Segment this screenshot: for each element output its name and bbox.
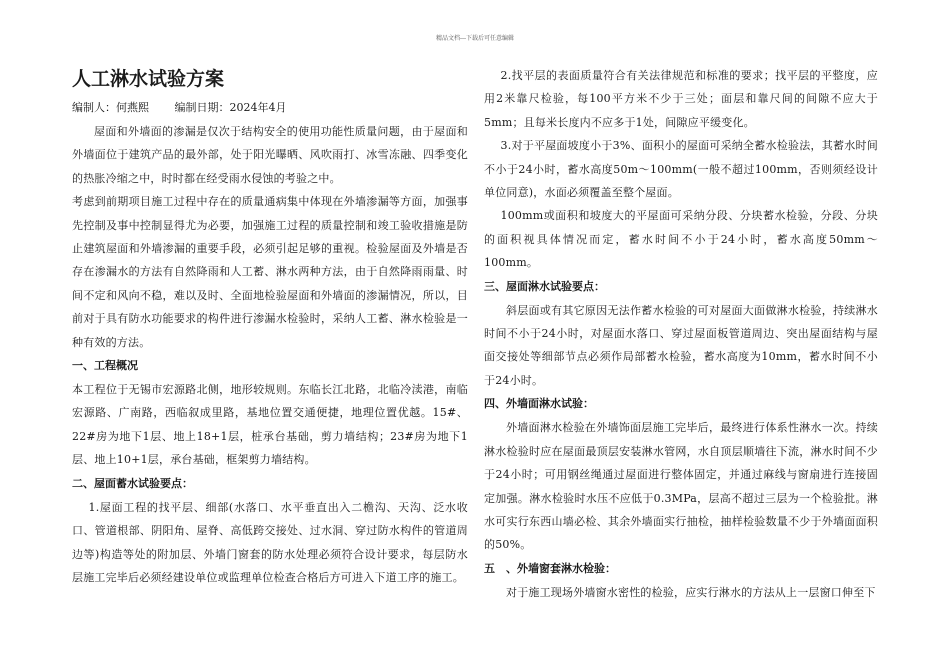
section-2-item-2: 2.找平层的表面质量符合有关法律规范和标准的要求；找平层的平整度，应用2米靠尺检验，每100平方米不少于三处；面层和靠尺间的间隙不应大于5mm；且每米长度内不应多于1处，间隙应平缓变化。 (484, 69, 878, 129)
section-1-heading: 一、工程概况 (72, 359, 138, 373)
section-2-heading: 二、屋面蓄水试验要点： (72, 476, 193, 490)
section-1-text: 本工程位于无锡市宏源路北侧，地形较规则。东临长江北路，北临冷渎港，南临宏源路、广南路，西临叙成里路，基地位置交通便捷，地理位置优越。15#、22#房为地下1层、地上18+1层，桩承台基础，剪力墙结构；23#房为地下1层、地上10+1层，承台基础，框架剪力墙结构。 (72, 383, 468, 467)
document-meta (72, 98, 468, 118)
section-3-heading: 三、屋面淋水试验要点： (484, 279, 605, 293)
page-header: 精品文档---下载后可任意编辑 (435, 35, 515, 42)
section-5-text: 对于施工现场外墙窗水密性的检验，应实行淋水的方法从上一层窗口伸至下 (506, 585, 876, 599)
left-column (72, 64, 468, 589)
date-label: 编制日期：2024年4月 (174, 101, 287, 114)
section-2-item-4: 100mm或面积和坡度大的平屋面可采纳分段、分块蓄水检验，分段、分块的面积视具体情况而定，蓄水时间不小于24小时，蓄水高度50mm～100mm。 (484, 209, 878, 270)
intro-paragraph-2: 考虑到前期项目施工过程中存在的质量通病集中体现在外墙渗漏等方面，加强事先控制及事中控制显得尤为必要，加强施工过程的质量控制和竣工验收措施是防止建筑屋面和外墙渗漏的重要手段，必须引起足够的重视。检验屋面及外墙是否存在渗漏水的方法有自然降雨和人工蓄、淋水两种方法，由于自然降雨雨量、时间不定和风向不稳，难以及时、全面地检验屋面和外墙面的渗漏情况，所以，目前对于具有防水功能要求的构件进行渗漏水检验时，采纳人工蓄、淋水检验是一种有效的方法。 (72, 195, 468, 349)
author-label: 编制人：何燕熙 (72, 101, 149, 114)
intro-paragraph-1: 屋面和外墙面的渗漏是仅次于结构安全的使用功能性质量问题，由于屋面和外墙面位于建筑产品的最外部，处于阳光曝晒、风吹雨打、冰雪冻融、四季变化的热胀冷缩之中，时时都在经受雨水侵蚀的考验之中。 (72, 125, 468, 185)
section-5-heading: 五 、外墙窗套淋水检验： (484, 561, 616, 575)
section-4-text: 外墙面淋水检验在外墙饰面层施工完毕后，最终进行体系性淋水一次。持续淋水检验时应在屋面最顶层安装淋水管网，水自顶层顺墙往下流，淋水时间不少于24小时；可用钢丝绳通过屋面进行整体固定，并通过麻线与窗扇进行连接固定加强。淋水检验时水压不应低于0.3MPa，层高不超过三层为一个检验批。淋水可实行东西山墙必检、其余外墙面实行抽检，抽样检验数量不少于外墙面面积的50%。 (484, 421, 878, 552)
section-2-item-1: 1.屋面工程的找平层、细部(水落口、水平垂直出入二檐沟、天沟、泛水收口、管道根部、阴阳角、屋脊、高低跨交接处、过水洞、穿过防水构件的管道周边等)构造等处的附加层、外墙门窗套的防水处理必须符合设计要求，每层防水层施工完毕后必须经建设单位或监理单位检查合格后方可进入下道工序的施工。 (72, 500, 468, 584)
section-2-item-3: 3.对于平屋面坡度小于3%、面积小的屋面可采纳全蓄水检验法，其蓄水时间不小于24小时，蓄水高度50m～100mm(一般不超过100mm，否则须经设计单位同意)，水面必须覆盖至整个屋面。 (484, 139, 878, 200)
section-4-heading: 四、外墙面淋水试验： (484, 397, 594, 411)
document-title: 人工淋水试验方案 (72, 68, 225, 90)
right-column (484, 64, 878, 604)
section-3-text: 斜层面或有其它原因无法作蓄水检验的可对屋面大面做淋水检验，持续淋水时间不小于24小时，对屋面水落口、穿过屋面板管道周边、突出屋面结构与屋面交接处等细部节点必须作局部蓄水检验，蓄水高度为10mm，蓄水时间不小于24小时。 (484, 303, 878, 387)
